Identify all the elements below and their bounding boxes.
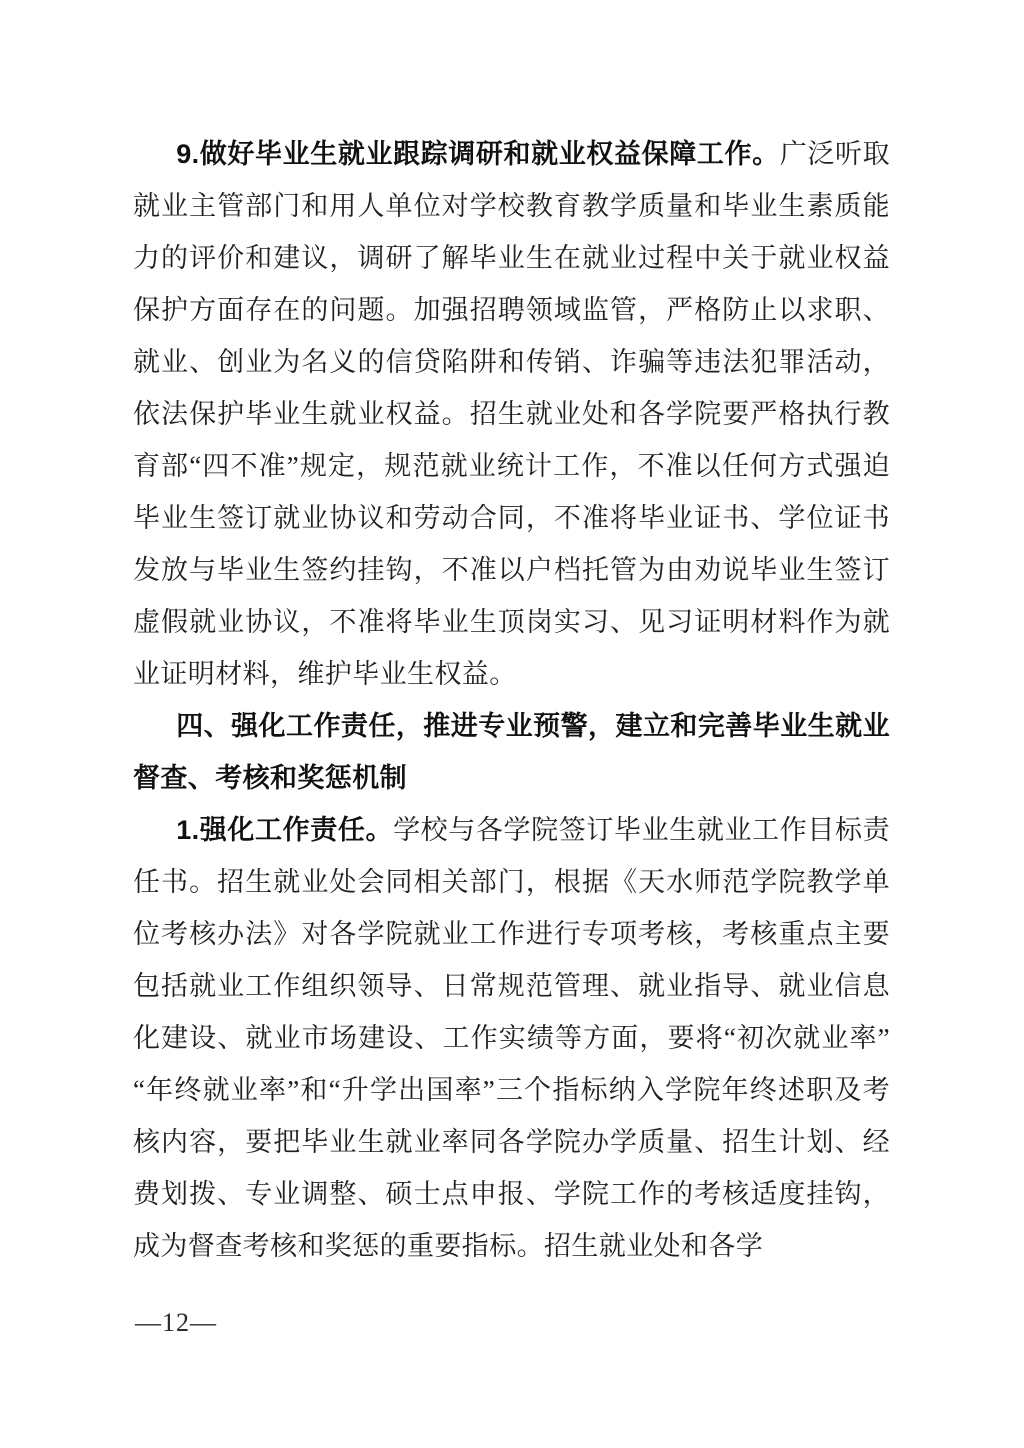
page-number: —12— [135,1308,217,1337]
paragraph-section-1 [133,804,890,1272]
section-1-lead-heading: 1.强化工作责任。 [176,815,394,845]
paragraph-section-9 [133,128,890,700]
section-9-body-text: 广泛听取就业主管部门和用人单位对学校教育教学质量和毕业生素质能力的评价和建议，调研了解毕业生在就业过程中关于就业权益保护方面存在的问题。加强招聘领域监管，严格防止以求职、就业、创业为名义的信贷陷阱和传销、诈骗等违法犯罪活动，依法保护毕业生就业权益。招生就业处和各学院要严格执行教育部“四不准”规定，规范就业统计工作，不准以任何方式强迫毕业生签订就业协议和劳动合同，不准将毕业证书、学位证书发放与毕业生签约挂钩，不准以户档托管为由劝说毕业生签订虚假就业协议，不准将毕业生顶岗实习、见习证明材料作为就业证明材料，维护毕业生权益。 [133,139,890,689]
section-9-lead-heading: 9.做好毕业生就业跟踪调研和就业权益保障工作。 [176,139,780,169]
heading-part-4: 四、强化工作责任，推进专业预警，建立和完善毕业生就业督查、考核和奖惩机制 [133,711,890,793]
document-text-block [133,128,890,1272]
section-1-body-text: 学校与各学院签订毕业生就业工作目标责任书。招生就业处会同相关部门，根据《天水师范学院教学单位考核办法》对各学院就业工作进行专项考核，考核重点主要包括就业工作组织领导、日常规范管理、就业指导、就业信息化建设、就业市场建设、工作实绩等方面，要将“初次就业率”“年终就业率”和“升学出国率”三个指标纳入学院年终述职及考核内容，要把毕业生就业率同各学院办学质量、招生计划、经费划拨、专业调整、硕士点申报、学院工作的考核适度挂钩，成为督查考核和奖惩的重要指标。招生就业处和各学 [133,815,890,1261]
